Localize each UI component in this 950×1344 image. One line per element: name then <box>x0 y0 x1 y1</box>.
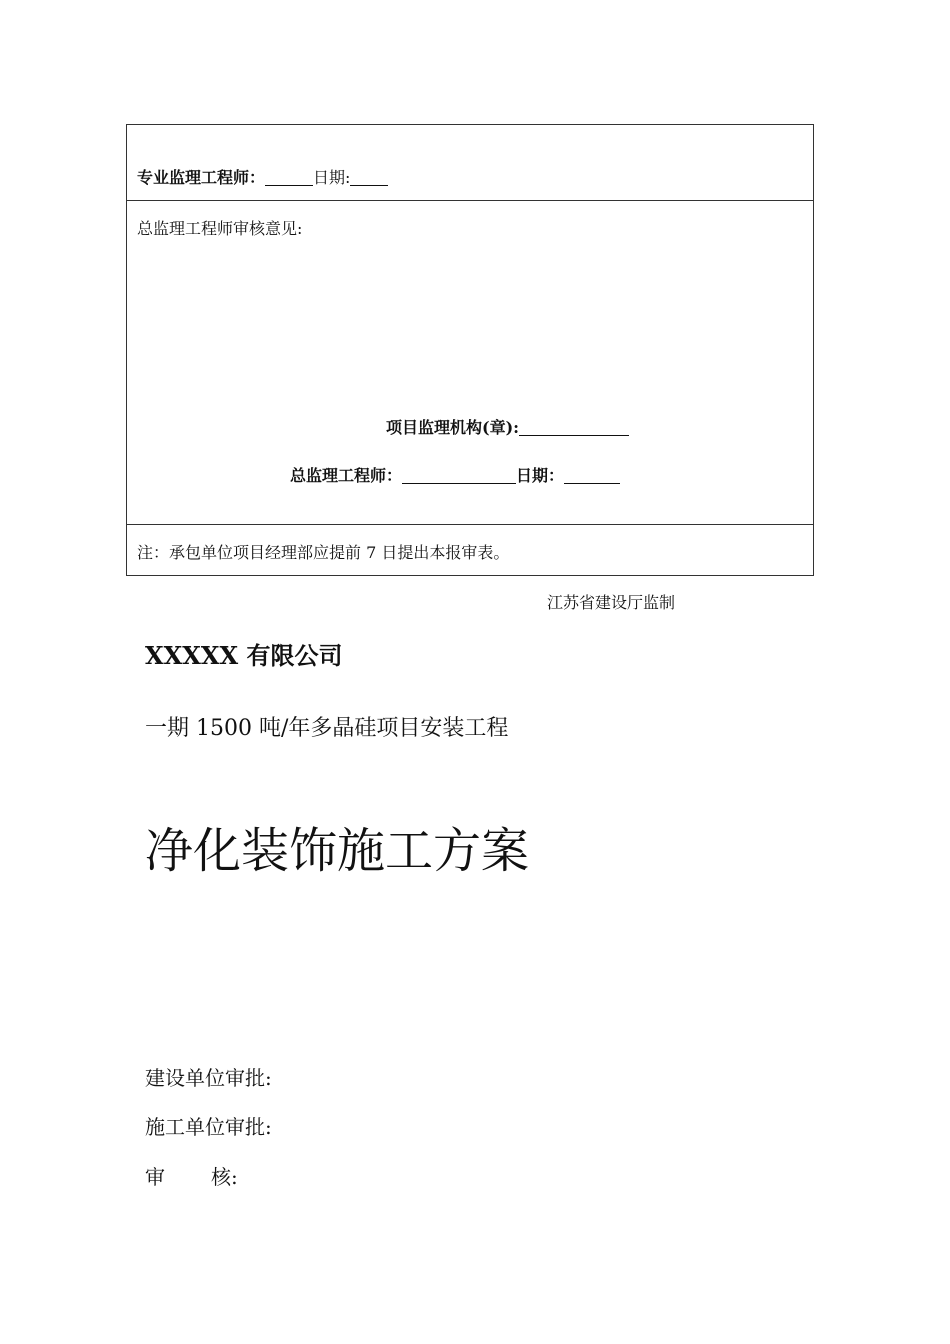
note-text: 注：承包单位项目经理部应提前 7 日提出本报审表。 <box>137 543 510 562</box>
chief-date-blank[interactable] <box>564 467 620 484</box>
chief-date-label: 日期： <box>516 466 565 485</box>
review-label-char1: 审 <box>145 1165 165 1189</box>
chief-review-row <box>127 201 813 525</box>
chief-label: 总监理工程师： <box>290 466 403 485</box>
issuer-text: 江苏省建设厅监制 <box>547 593 676 612</box>
specialist-row <box>127 125 813 201</box>
document-title: 净化装饰施工方案 <box>145 823 530 879</box>
company-name: XXXXX 有限公司 <box>145 641 343 670</box>
review-form-table <box>126 124 814 576</box>
note-row <box>127 525 813 575</box>
project-name: 一期 1500 吨/年多晶硅项目安装工程 <box>145 716 509 741</box>
review-label-char2: 核: <box>211 1165 238 1189</box>
supervision-org-line <box>386 415 629 438</box>
specialist-date-label: 日期: <box>313 168 351 187</box>
supervision-org-label: 项目监理机构(章): <box>386 418 520 437</box>
specialist-date-blank[interactable] <box>350 169 388 186</box>
chief-signature-blank[interactable] <box>402 467 516 484</box>
contractor-approval-label: 施工单位审批: <box>145 1115 272 1139</box>
specialist-signature-blank[interactable] <box>265 169 313 186</box>
specialist-signature-line <box>137 165 388 188</box>
review-label <box>145 1161 238 1190</box>
chief-signature-line <box>290 463 620 486</box>
chief-review-label: 总监理工程师审核意见: <box>137 219 303 238</box>
specialist-label: 专业监理工程师： <box>137 168 266 187</box>
supervision-org-blank[interactable] <box>519 419 629 436</box>
owner-approval-label: 建设单位审批: <box>145 1066 272 1090</box>
